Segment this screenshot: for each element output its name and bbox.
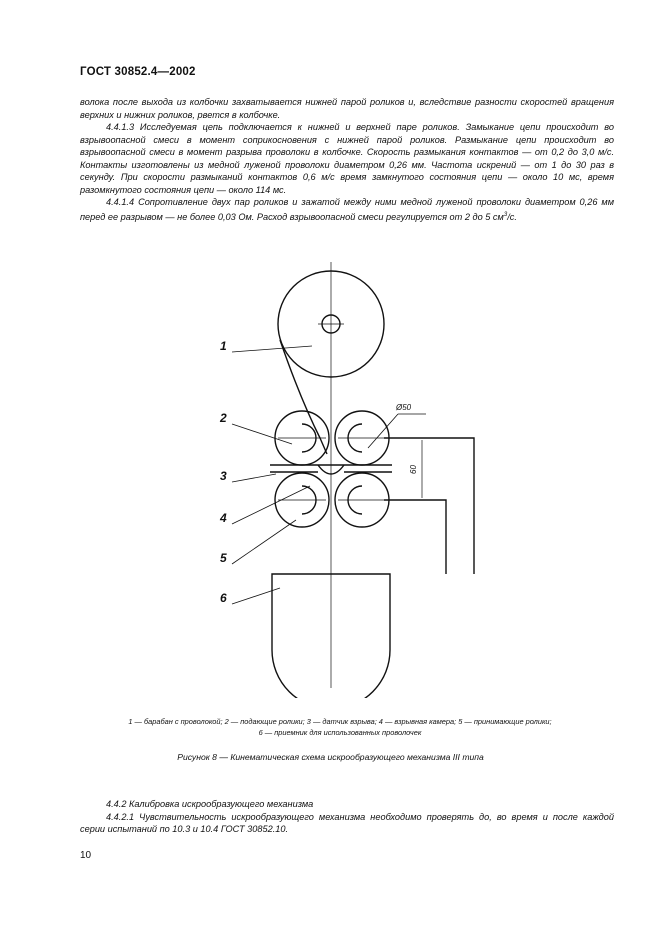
clause-number: 4.4.1.3 (106, 122, 135, 132)
body-text (80, 96, 614, 223)
label-1: 1 (220, 339, 227, 353)
kinematic-diagram (200, 258, 500, 698)
section-4-4-2 (80, 798, 614, 836)
clause-text: Исследуемая цепь подключается к нижней и верхней паре роликов. Замыкание цепи происходит во взрывоопасной смеси в момент соприкосновения с нижней парой роликов. Размыкание цепи происходит во взрывоопасной смеси в момент разрыва проволоки в колбочке. Скорость размыкания контактов — от 0,2 до 3,0 м/с. Контакты изготовлены из медной луженой проволоки диаметром 0,26 мм. Частота искрений — от 1 до 30 раз в секунду. При скорости размыканий контактов 0,6 м/с время замкнутого состояния цепи — около 10 мс, время разомкнутого состояния цепи — около 114 мс. (80, 122, 614, 195)
section-heading (80, 798, 614, 811)
paragraph-continuation: волока после выхода из колбочки захватывается нижней парой роликов и, вследствие разности скоростей вращения верхних и нижних роликов, рвется в колбочке. (80, 97, 614, 120)
wire (280, 340, 327, 454)
superscript: 3 (503, 211, 508, 218)
label-6: 6 (220, 591, 227, 605)
legend-line-1: 1 — барабан с проволокой; 2 — подающие ролики; 3 — датчик взрыва; 4 — взрывная камера; 5 — принимающие ролики; (128, 717, 552, 726)
label-2: 2 (220, 411, 227, 425)
clause-number: 4.4.2.1 (106, 811, 135, 822)
clause-text: Сопротивление двух пар роликов и зажатой между ними медной луженой проволоки диаметром 0,26 мм перед ее разрывом — не более 0,03 Ом. Расход взрывоопасной смеси регулируется от 2 до 5 см (80, 197, 614, 222)
paragraph-4-4-1-4 (80, 196, 614, 223)
label-4: 4 (220, 511, 227, 525)
label-3: 3 (220, 469, 227, 483)
diameter-leader (368, 414, 398, 448)
legend-line-2: 6 — приемник для использованных проволочек (258, 728, 422, 737)
page-header: ГОСТ 30852.4—2002 (80, 66, 196, 78)
clause-text-end: /с. (507, 211, 517, 222)
figure-title: Рисунок 8 — Кинематическая схема искрообразующего механизма III типа (177, 752, 484, 762)
heading-text: Калибровка искрообразующего механизма (129, 799, 314, 809)
height-label: 60 (409, 465, 418, 474)
housing (384, 438, 474, 574)
page-number: 10 (80, 850, 92, 861)
paragraph-4-4-1-3 (80, 121, 614, 196)
clause-number: 4.4.1.4 (106, 197, 135, 207)
diameter-label: Ø50 (396, 403, 412, 412)
heading-number: 4.4.2 (106, 799, 127, 809)
label-5: 5 (220, 551, 227, 565)
clause-text: Чувствительность искрообразующего механизма необходимо проверять до, во время и после каждой серии испытаний по 10.3 и 10.4 ГОСТ 30852.10. (80, 811, 614, 834)
figure-legend (60, 716, 620, 738)
paragraph-4-4-2-1 (80, 811, 614, 836)
